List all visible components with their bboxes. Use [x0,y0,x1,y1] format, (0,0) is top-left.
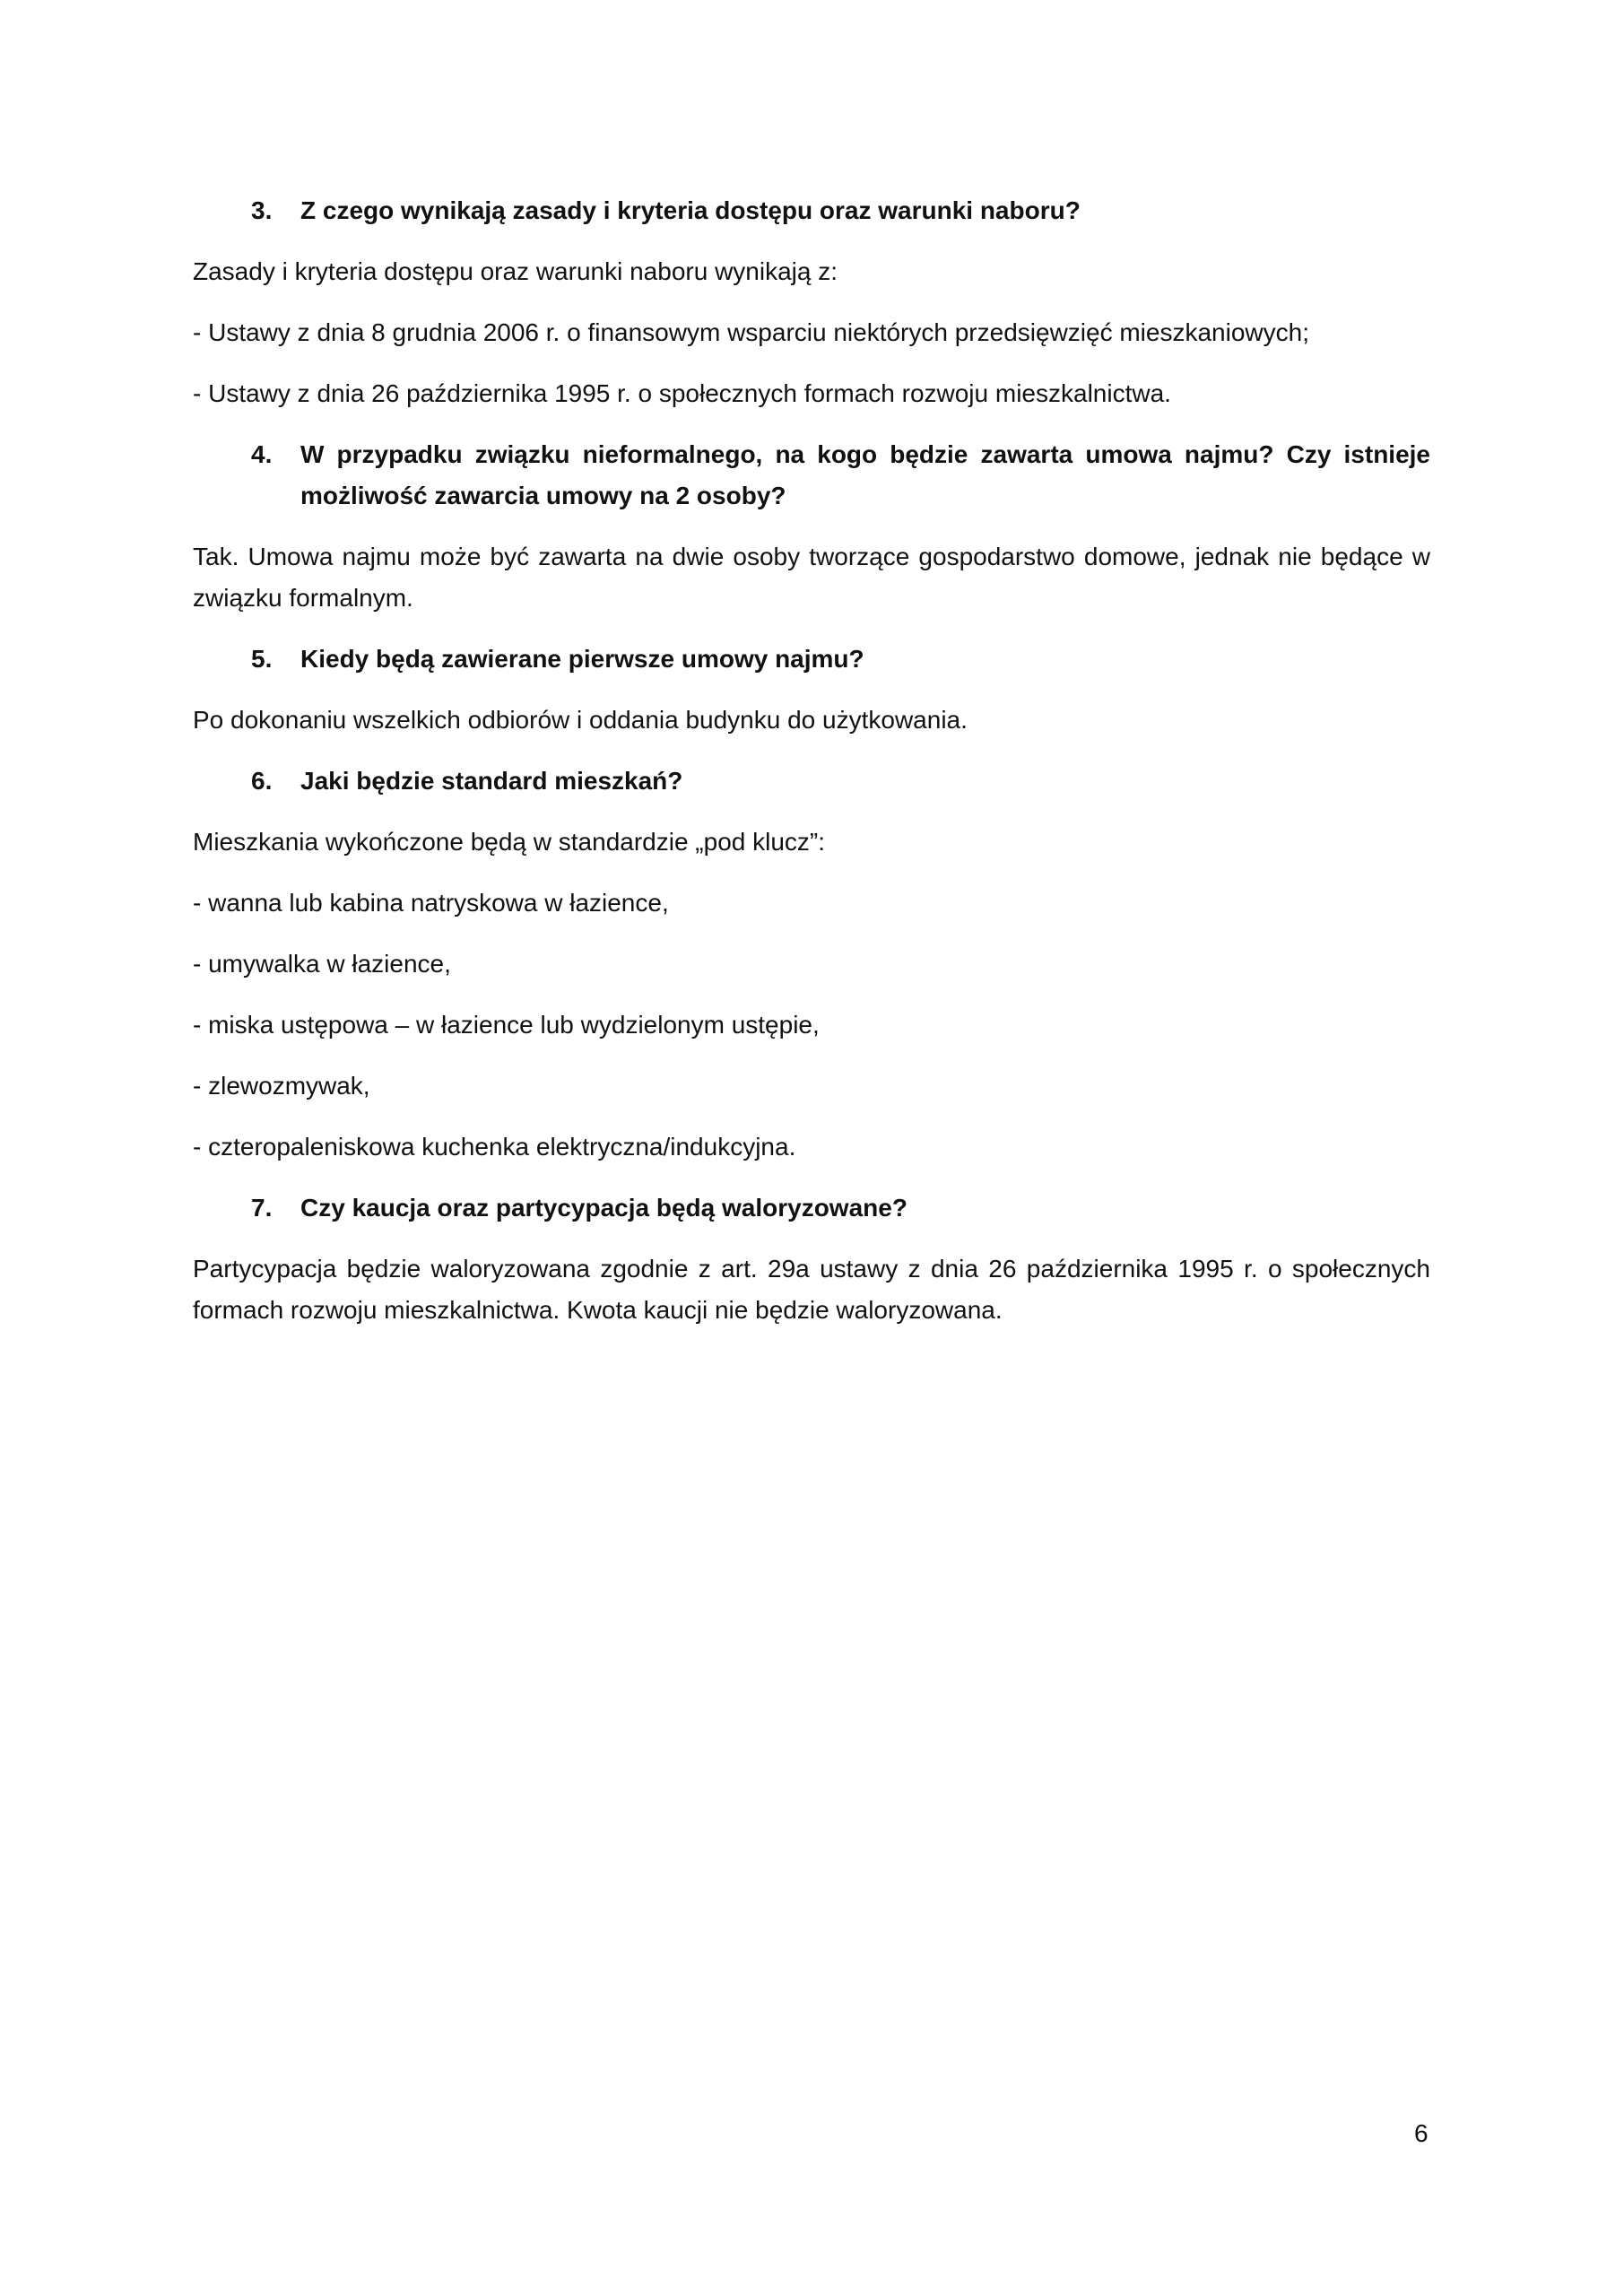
question-heading-6 [193,761,1430,802]
question-number: 4. [251,440,273,468]
question-number: 6. [251,767,273,795]
question-text: Jaki będzie standard mieszkań? [300,767,683,795]
answer-paragraph: Tak. Umowa najmu może być zawarta na dwie osoby tworzące gospodarstwo domowe, jednak nie będące w związku formalnym. [193,543,1430,612]
answer-list-item: - czteropaleniskowa kuchenka elektryczna/indukcyjna. [193,1133,796,1161]
question-heading-7 [193,1187,1430,1229]
question-heading-3 [193,190,1430,231]
question-heading-4 [193,434,1430,517]
question-text: Kiedy będą zawierane pierwsze umowy najmu? [300,645,864,673]
question-number: 3. [251,196,273,224]
question-text: Czy kaucja oraz partycypacja będą waloryzowane? [300,1194,908,1222]
answer-list-item: - Ustawy z dnia 8 grudnia 2006 r. o finansowym wsparciu niektórych przedsięwzięć mieszkaniowych; [193,318,1309,346]
answer-paragraph: Partycypacja będzie waloryzowana zgodnie z art. 29a ustawy z dnia 26 października 1995 r. o społecznych formach rozwoju mieszkalnictwa. Kwota kaucji nie będzie waloryzowana. [193,1255,1430,1324]
answer-list-item: - zlewozmywak, [193,1072,370,1100]
answer-paragraph: Mieszkania wykończone będą w standardzie „pod klucz”: [193,828,826,856]
answer-list-item: - wanna lub kabina natryskowa w łazience, [193,889,669,917]
answer-paragraph: Zasady i kryteria dostępu oraz warunki naboru wynikają z: [193,257,838,285]
question-text: W przypadku związku nieformalnego, na kogo będzie zawarta umowa najmu? Czy istnieje możliwość zawarcia umowy na 2 osoby? [300,440,1430,509]
question-number: 7. [251,1194,273,1222]
question-heading-5 [193,639,1430,680]
question-number: 5. [251,645,273,673]
answer-list-item: - Ustawy z dnia 26 października 1995 r. o społecznych formach rozwoju mieszkalnictwa. [193,379,1171,407]
question-text: Z czego wynikają zasady i kryteria dostępu oraz warunki naboru? [300,196,1081,224]
answer-list-item: - umywalka w łazience, [193,950,451,978]
answer-paragraph: Po dokonaniu wszelkich odbiorów i oddania budynku do użytkowania. [193,706,968,734]
page-number: 6 [1414,2119,1429,2147]
document-page [193,190,1430,1351]
answer-list-item: - miska ustępowa – w łazience lub wydzielonym ustępie, [193,1011,820,1039]
